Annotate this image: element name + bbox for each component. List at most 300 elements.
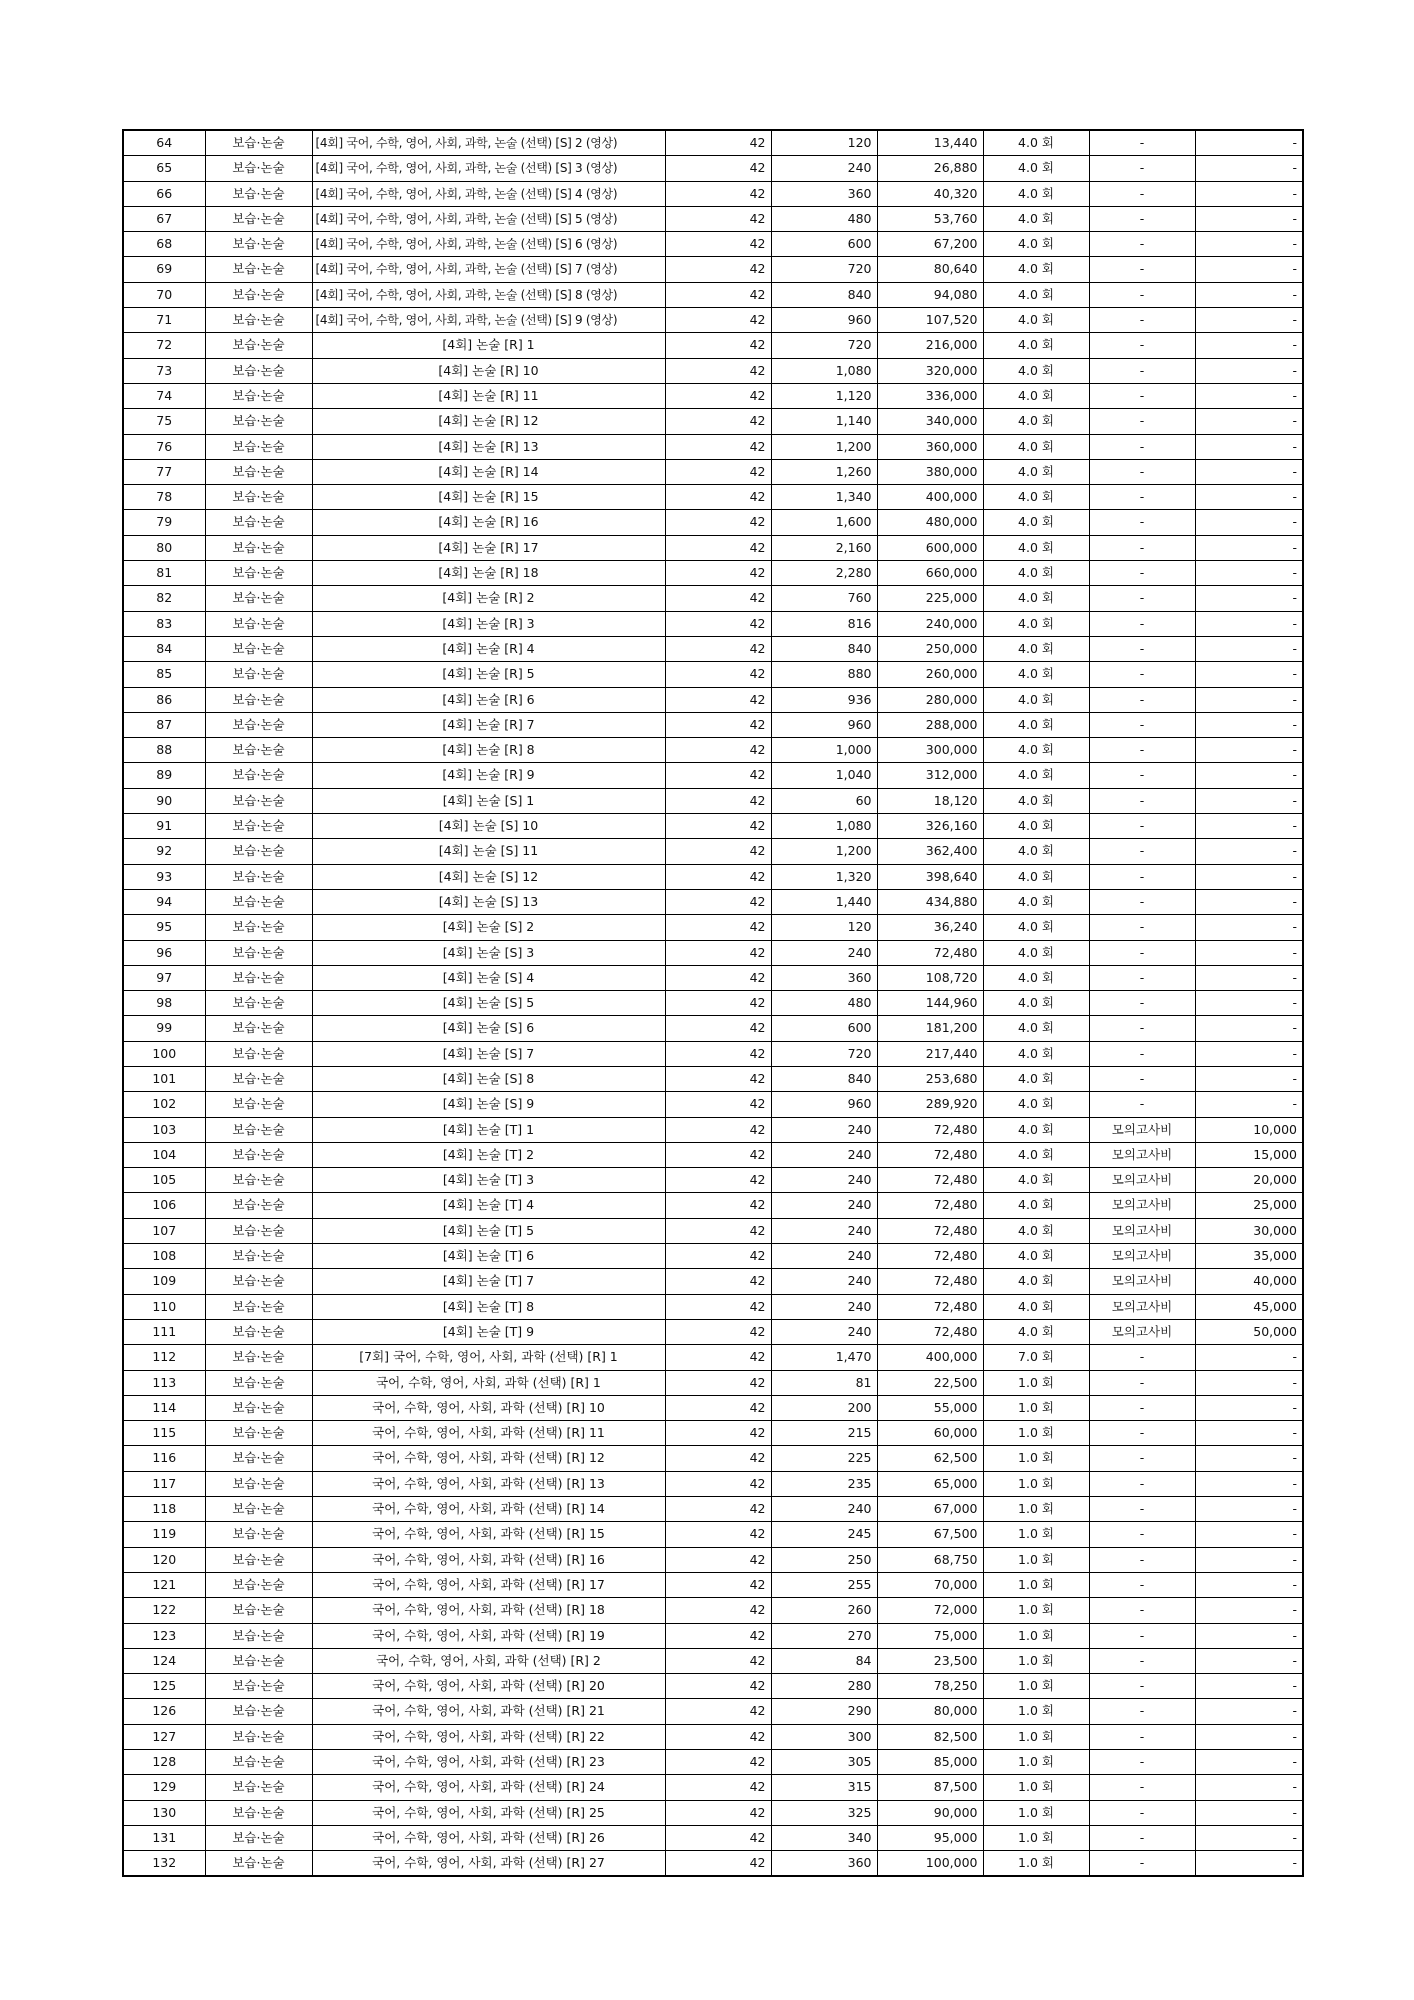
course-name-cell: [4회] 논술 [R] 9 xyxy=(312,763,665,788)
other-expense-amount-cell: - xyxy=(1195,1092,1303,1117)
session-count-cell: 4.0 회 xyxy=(983,1218,1089,1243)
total-hours-cell: 600 xyxy=(771,1016,877,1041)
minutes-per-session-cell: 42 xyxy=(665,738,771,763)
tuition-fee-cell: 72,480 xyxy=(877,1142,983,1167)
tuition-fee-cell: 70,000 xyxy=(877,1572,983,1597)
table-row xyxy=(123,535,1303,560)
table-row xyxy=(123,839,1303,864)
row-number-cell: 65 xyxy=(123,156,205,181)
minutes-per-session-cell: 42 xyxy=(665,561,771,586)
course-category-cell: 보습·논술 xyxy=(205,1522,312,1547)
other-expense-item-cell: - xyxy=(1089,1775,1195,1800)
session-count-cell: 4.0 회 xyxy=(983,206,1089,231)
other-expense-item-cell: - xyxy=(1089,662,1195,687)
other-expense-item-cell: - xyxy=(1089,839,1195,864)
course-category-cell: 보습·논술 xyxy=(205,1142,312,1167)
other-expense-amount-cell: - xyxy=(1195,788,1303,813)
row-number-cell: 105 xyxy=(123,1168,205,1193)
other-expense-item-cell: - xyxy=(1089,586,1195,611)
course-name-cell: [4회] 논술 [T] 4 xyxy=(312,1193,665,1218)
course-category-cell: 보습·논술 xyxy=(205,1699,312,1724)
table-row xyxy=(123,1724,1303,1749)
course-category-cell: 보습·논술 xyxy=(205,1269,312,1294)
tuition-fee-cell: 72,480 xyxy=(877,1269,983,1294)
session-count-cell: 4.0 회 xyxy=(983,788,1089,813)
minutes-per-session-cell: 42 xyxy=(665,1522,771,1547)
row-number-cell: 82 xyxy=(123,586,205,611)
row-number-cell: 118 xyxy=(123,1497,205,1522)
course-category-cell: 보습·논술 xyxy=(205,510,312,535)
course-category-cell: 보습·논술 xyxy=(205,1092,312,1117)
tuition-fee-cell: 107,520 xyxy=(877,308,983,333)
total-hours-cell: 720 xyxy=(771,1041,877,1066)
tuition-fee-cell: 600,000 xyxy=(877,535,983,560)
other-expense-amount-cell: - xyxy=(1195,206,1303,231)
table-row xyxy=(123,1319,1303,1344)
row-number-cell: 70 xyxy=(123,282,205,307)
row-number-cell: 108 xyxy=(123,1244,205,1269)
session-count-cell: 4.0 회 xyxy=(983,662,1089,687)
table-row xyxy=(123,1244,1303,1269)
table-row xyxy=(123,1446,1303,1471)
tuition-fee-cell: 336,000 xyxy=(877,383,983,408)
session-count-cell: 1.0 회 xyxy=(983,1598,1089,1623)
table-row xyxy=(123,206,1303,231)
minutes-per-session-cell: 42 xyxy=(665,1446,771,1471)
other-expense-amount-cell: - xyxy=(1195,839,1303,864)
tuition-fee-cell: 40,320 xyxy=(877,181,983,206)
minutes-per-session-cell: 42 xyxy=(665,308,771,333)
course-category-cell: 보습·논술 xyxy=(205,232,312,257)
other-expense-item-cell: - xyxy=(1089,712,1195,737)
course-category-cell: 보습·논술 xyxy=(205,940,312,965)
course-category-cell: 보습·논술 xyxy=(205,636,312,661)
minutes-per-session-cell: 42 xyxy=(665,1269,771,1294)
minutes-per-session-cell: 42 xyxy=(665,1218,771,1243)
other-expense-amount-cell: - xyxy=(1195,662,1303,687)
course-name-cell: [4회] 논술 [R] 1 xyxy=(312,333,665,358)
course-category-cell: 보습·논술 xyxy=(205,308,312,333)
row-number-cell: 98 xyxy=(123,991,205,1016)
row-number-cell: 69 xyxy=(123,257,205,282)
session-count-cell: 4.0 회 xyxy=(983,611,1089,636)
row-number-cell: 87 xyxy=(123,712,205,737)
session-count-cell: 4.0 회 xyxy=(983,156,1089,181)
tuition-fee-cell: 253,680 xyxy=(877,1066,983,1091)
tuition-fee-cell: 434,880 xyxy=(877,889,983,914)
other-expense-amount-cell: - xyxy=(1195,965,1303,990)
session-count-cell: 4.0 회 xyxy=(983,636,1089,661)
table-row xyxy=(123,409,1303,434)
tuition-fee-cell: 216,000 xyxy=(877,333,983,358)
session-count-cell: 4.0 회 xyxy=(983,1294,1089,1319)
minutes-per-session-cell: 42 xyxy=(665,965,771,990)
other-expense-item-cell: - xyxy=(1089,1800,1195,1825)
total-hours-cell: 1,140 xyxy=(771,409,877,434)
course-name-cell: [4회] 논술 [T] 3 xyxy=(312,1168,665,1193)
row-number-cell: 115 xyxy=(123,1421,205,1446)
session-count-cell: 1.0 회 xyxy=(983,1522,1089,1547)
course-category-cell: 보습·논술 xyxy=(205,915,312,940)
total-hours-cell: 760 xyxy=(771,586,877,611)
session-count-cell: 4.0 회 xyxy=(983,940,1089,965)
tuition-fee-cell: 22,500 xyxy=(877,1370,983,1395)
minutes-per-session-cell: 42 xyxy=(665,1497,771,1522)
course-name-cell: [4회] 논술 [T] 9 xyxy=(312,1319,665,1344)
minutes-per-session-cell: 42 xyxy=(665,156,771,181)
total-hours-cell: 1,600 xyxy=(771,510,877,535)
minutes-per-session-cell: 42 xyxy=(665,1471,771,1496)
tuition-fee-cell: 82,500 xyxy=(877,1724,983,1749)
row-number-cell: 126 xyxy=(123,1699,205,1724)
course-category-cell: 보습·논술 xyxy=(205,1244,312,1269)
minutes-per-session-cell: 42 xyxy=(665,1598,771,1623)
course-name-cell: [4회] 논술 [S] 4 xyxy=(312,965,665,990)
course-category-cell: 보습·논술 xyxy=(205,282,312,307)
course-name-cell: [4회] 논술 [R] 3 xyxy=(312,611,665,636)
tuition-fee-cell: 288,000 xyxy=(877,712,983,737)
minutes-per-session-cell: 42 xyxy=(665,383,771,408)
minutes-per-session-cell: 42 xyxy=(665,889,771,914)
other-expense-amount-cell: - xyxy=(1195,1016,1303,1041)
total-hours-cell: 960 xyxy=(771,1092,877,1117)
course-name-cell: [4회] 논술 [T] 6 xyxy=(312,1244,665,1269)
table-row xyxy=(123,561,1303,586)
other-expense-item-cell: - xyxy=(1089,611,1195,636)
session-count-cell: 4.0 회 xyxy=(983,915,1089,940)
other-expense-amount-cell: - xyxy=(1195,232,1303,257)
total-hours-cell: 240 xyxy=(771,1319,877,1344)
session-count-cell: 4.0 회 xyxy=(983,1066,1089,1091)
total-hours-cell: 245 xyxy=(771,1522,877,1547)
course-category-cell: 보습·논술 xyxy=(205,1117,312,1142)
course-category-cell: 보습·논술 xyxy=(205,763,312,788)
session-count-cell: 4.0 회 xyxy=(983,1016,1089,1041)
row-number-cell: 95 xyxy=(123,915,205,940)
other-expense-item-cell: 모의고사비 xyxy=(1089,1269,1195,1294)
session-count-cell: 1.0 회 xyxy=(983,1395,1089,1420)
course-name-cell: 국어, 수학, 영어, 사회, 과학 (선택) [R] 11 xyxy=(312,1421,665,1446)
course-name-cell: [4회] 논술 [R] 14 xyxy=(312,459,665,484)
session-count-cell: 4.0 회 xyxy=(983,1142,1089,1167)
row-number-cell: 90 xyxy=(123,788,205,813)
other-expense-amount-cell: 20,000 xyxy=(1195,1168,1303,1193)
tuition-fee-cell: 85,000 xyxy=(877,1750,983,1775)
minutes-per-session-cell: 42 xyxy=(665,1800,771,1825)
course-name-cell: 국어, 수학, 영어, 사회, 과학 (선택) [R] 26 xyxy=(312,1825,665,1850)
course-name-cell: [4회] 논술 [S] 11 xyxy=(312,839,665,864)
course-category-cell: 보습·논술 xyxy=(205,1724,312,1749)
other-expense-amount-cell: 40,000 xyxy=(1195,1269,1303,1294)
course-category-cell: 보습·논술 xyxy=(205,1193,312,1218)
table-row xyxy=(123,1800,1303,1825)
minutes-per-session-cell: 42 xyxy=(665,232,771,257)
row-number-cell: 102 xyxy=(123,1092,205,1117)
total-hours-cell: 360 xyxy=(771,965,877,990)
other-expense-item-cell: - xyxy=(1089,1674,1195,1699)
course-category-cell: 보습·논술 xyxy=(205,459,312,484)
other-expense-amount-cell: - xyxy=(1195,1724,1303,1749)
course-category-cell: 보습·논술 xyxy=(205,1598,312,1623)
table-row xyxy=(123,864,1303,889)
session-count-cell: 4.0 회 xyxy=(983,889,1089,914)
session-count-cell: 4.0 회 xyxy=(983,383,1089,408)
session-count-cell: 4.0 회 xyxy=(983,485,1089,510)
other-expense-item-cell: 모의고사비 xyxy=(1089,1294,1195,1319)
table-row xyxy=(123,1421,1303,1446)
course-category-cell: 보습·논술 xyxy=(205,333,312,358)
minutes-per-session-cell: 42 xyxy=(665,1572,771,1597)
other-expense-item-cell: - xyxy=(1089,535,1195,560)
table-row xyxy=(123,1750,1303,1775)
session-count-cell: 1.0 회 xyxy=(983,1547,1089,1572)
row-number-cell: 123 xyxy=(123,1623,205,1648)
table-row xyxy=(123,1522,1303,1547)
row-number-cell: 67 xyxy=(123,206,205,231)
other-expense-item-cell: 모의고사비 xyxy=(1089,1142,1195,1167)
minutes-per-session-cell: 42 xyxy=(665,434,771,459)
other-expense-item-cell: - xyxy=(1089,1724,1195,1749)
row-number-cell: 75 xyxy=(123,409,205,434)
tuition-fee-cell: 217,440 xyxy=(877,1041,983,1066)
session-count-cell: 1.0 회 xyxy=(983,1724,1089,1749)
course-category-cell: 보습·논술 xyxy=(205,1066,312,1091)
other-expense-item-cell: - xyxy=(1089,1395,1195,1420)
course-category-cell: 보습·논술 xyxy=(205,1421,312,1446)
row-number-cell: 68 xyxy=(123,232,205,257)
total-hours-cell: 260 xyxy=(771,1598,877,1623)
session-count-cell: 4.0 회 xyxy=(983,839,1089,864)
row-number-cell: 100 xyxy=(123,1041,205,1066)
other-expense-item-cell: - xyxy=(1089,333,1195,358)
other-expense-item-cell: - xyxy=(1089,915,1195,940)
total-hours-cell: 1,000 xyxy=(771,738,877,763)
total-hours-cell: 240 xyxy=(771,156,877,181)
course-name-cell: [4회] 논술 [S] 5 xyxy=(312,991,665,1016)
course-category-cell: 보습·논술 xyxy=(205,889,312,914)
course-category-cell: 보습·논술 xyxy=(205,1825,312,1850)
row-number-cell: 88 xyxy=(123,738,205,763)
row-number-cell: 127 xyxy=(123,1724,205,1749)
course-category-cell: 보습·논술 xyxy=(205,1370,312,1395)
tuition-fee-cell: 95,000 xyxy=(877,1825,983,1850)
other-expense-amount-cell: - xyxy=(1195,1497,1303,1522)
course-name-cell: [4회] 논술 [R] 8 xyxy=(312,738,665,763)
other-expense-item-cell: - xyxy=(1089,358,1195,383)
row-number-cell: 93 xyxy=(123,864,205,889)
other-expense-amount-cell: - xyxy=(1195,611,1303,636)
tuition-fee-cell: 181,200 xyxy=(877,1016,983,1041)
row-number-cell: 76 xyxy=(123,434,205,459)
other-expense-amount-cell: - xyxy=(1195,485,1303,510)
table-row xyxy=(123,257,1303,282)
table-row xyxy=(123,814,1303,839)
course-name-cell: [4회] 논술 [S] 9 xyxy=(312,1092,665,1117)
other-expense-item-cell: 모의고사비 xyxy=(1089,1244,1195,1269)
other-expense-amount-cell: - xyxy=(1195,434,1303,459)
course-category-cell: 보습·논술 xyxy=(205,1572,312,1597)
tuition-fee-cell: 289,920 xyxy=(877,1092,983,1117)
table-row xyxy=(123,156,1303,181)
row-number-cell: 91 xyxy=(123,814,205,839)
other-expense-item-cell: - xyxy=(1089,1825,1195,1850)
course-name-cell: [4회] 논술 [R] 17 xyxy=(312,535,665,560)
other-expense-amount-cell: 25,000 xyxy=(1195,1193,1303,1218)
other-expense-amount-cell: - xyxy=(1195,1648,1303,1673)
other-expense-item-cell: - xyxy=(1089,814,1195,839)
total-hours-cell: 270 xyxy=(771,1623,877,1648)
total-hours-cell: 315 xyxy=(771,1775,877,1800)
other-expense-amount-cell: - xyxy=(1195,738,1303,763)
session-count-cell: 1.0 회 xyxy=(983,1497,1089,1522)
course-name-cell: [4회] 논술 [T] 8 xyxy=(312,1294,665,1319)
table-row xyxy=(123,1674,1303,1699)
total-hours-cell: 1,320 xyxy=(771,864,877,889)
total-hours-cell: 880 xyxy=(771,662,877,687)
other-expense-amount-cell: - xyxy=(1195,586,1303,611)
other-expense-item-cell: - xyxy=(1089,1851,1195,1877)
row-number-cell: 84 xyxy=(123,636,205,661)
total-hours-cell: 480 xyxy=(771,991,877,1016)
total-hours-cell: 225 xyxy=(771,1446,877,1471)
total-hours-cell: 840 xyxy=(771,282,877,307)
course-category-cell: 보습·논술 xyxy=(205,1674,312,1699)
course-category-cell: 보습·논술 xyxy=(205,1471,312,1496)
other-expense-item-cell: - xyxy=(1089,1066,1195,1091)
total-hours-cell: 1,080 xyxy=(771,358,877,383)
table-row xyxy=(123,1142,1303,1167)
other-expense-amount-cell: - xyxy=(1195,1775,1303,1800)
tuition-fee-cell: 26,880 xyxy=(877,156,983,181)
other-expense-amount-cell: - xyxy=(1195,814,1303,839)
tuition-fee-cell: 36,240 xyxy=(877,915,983,940)
course-name-cell: [4회] 논술 [T] 5 xyxy=(312,1218,665,1243)
course-name-cell: 국어, 수학, 영어, 사회, 과학 (선택) [R] 10 xyxy=(312,1395,665,1420)
minutes-per-session-cell: 42 xyxy=(665,611,771,636)
total-hours-cell: 1,080 xyxy=(771,814,877,839)
course-name-cell: 국어, 수학, 영어, 사회, 과학 (선택) [R] 15 xyxy=(312,1522,665,1547)
session-count-cell: 4.0 회 xyxy=(983,1244,1089,1269)
table-row xyxy=(123,738,1303,763)
table-row xyxy=(123,965,1303,990)
course-name-cell: [4회] 국어, 수학, 영어, 사회, 과학, 논술 (선택) [S] 8 (영상) xyxy=(312,282,665,307)
row-number-cell: 112 xyxy=(123,1345,205,1370)
course-name-cell: [4회] 논술 [T] 2 xyxy=(312,1142,665,1167)
tuition-fee-cell: 100,000 xyxy=(877,1851,983,1877)
row-number-cell: 122 xyxy=(123,1598,205,1623)
other-expense-amount-cell: - xyxy=(1195,1674,1303,1699)
other-expense-item-cell: - xyxy=(1089,940,1195,965)
tuition-fee-cell: 72,480 xyxy=(877,940,983,965)
other-expense-item-cell: - xyxy=(1089,763,1195,788)
other-expense-item-cell: - xyxy=(1089,991,1195,1016)
course-category-cell: 보습·논술 xyxy=(205,409,312,434)
table-row xyxy=(123,611,1303,636)
total-hours-cell: 1,200 xyxy=(771,839,877,864)
other-expense-item-cell: - xyxy=(1089,181,1195,206)
course-category-cell: 보습·논술 xyxy=(205,1623,312,1648)
other-expense-item-cell: - xyxy=(1089,1016,1195,1041)
row-number-cell: 119 xyxy=(123,1522,205,1547)
other-expense-item-cell: 모의고사비 xyxy=(1089,1319,1195,1344)
other-expense-amount-cell: - xyxy=(1195,333,1303,358)
tuition-fee-cell: 72,000 xyxy=(877,1598,983,1623)
minutes-per-session-cell: 42 xyxy=(665,1244,771,1269)
table-row xyxy=(123,712,1303,737)
tuition-fee-cell: 398,640 xyxy=(877,864,983,889)
table-row xyxy=(123,991,1303,1016)
table-row xyxy=(123,687,1303,712)
tuition-fee-cell: 362,400 xyxy=(877,839,983,864)
row-number-cell: 103 xyxy=(123,1117,205,1142)
other-expense-item-cell: - xyxy=(1089,459,1195,484)
table-row xyxy=(123,1066,1303,1091)
course-name-cell: 국어, 수학, 영어, 사회, 과학 (선택) [R] 21 xyxy=(312,1699,665,1724)
row-number-cell: 97 xyxy=(123,965,205,990)
course-name-cell: 국어, 수학, 영어, 사회, 과학 (선택) [R] 2 xyxy=(312,1648,665,1673)
course-name-cell: [4회] 논술 [T] 1 xyxy=(312,1117,665,1142)
course-name-cell: [4회] 논술 [R] 7 xyxy=(312,712,665,737)
session-count-cell: 1.0 회 xyxy=(983,1750,1089,1775)
row-number-cell: 99 xyxy=(123,1016,205,1041)
course-name-cell: [4회] 논술 [S] 12 xyxy=(312,864,665,889)
table-row xyxy=(123,1623,1303,1648)
minutes-per-session-cell: 42 xyxy=(665,1648,771,1673)
other-expense-item-cell: 모의고사비 xyxy=(1089,1218,1195,1243)
row-number-cell: 80 xyxy=(123,535,205,560)
row-number-cell: 125 xyxy=(123,1674,205,1699)
other-expense-item-cell: - xyxy=(1089,130,1195,156)
row-number-cell: 120 xyxy=(123,1547,205,1572)
total-hours-cell: 340 xyxy=(771,1825,877,1850)
table-row xyxy=(123,1269,1303,1294)
course-name-cell: 국어, 수학, 영어, 사회, 과학 (선택) [R] 18 xyxy=(312,1598,665,1623)
other-expense-amount-cell: - xyxy=(1195,1699,1303,1724)
table-row xyxy=(123,1572,1303,1597)
course-category-cell: 보습·논술 xyxy=(205,156,312,181)
minutes-per-session-cell: 42 xyxy=(665,181,771,206)
total-hours-cell: 300 xyxy=(771,1724,877,1749)
other-expense-item-cell: - xyxy=(1089,889,1195,914)
minutes-per-session-cell: 42 xyxy=(665,1345,771,1370)
tuition-fee-cell: 72,480 xyxy=(877,1193,983,1218)
total-hours-cell: 215 xyxy=(771,1421,877,1446)
tuition-fee-cell: 240,000 xyxy=(877,611,983,636)
minutes-per-session-cell: 42 xyxy=(665,1851,771,1877)
total-hours-cell: 240 xyxy=(771,940,877,965)
other-expense-amount-cell: - xyxy=(1195,940,1303,965)
tuition-fee-cell: 67,500 xyxy=(877,1522,983,1547)
other-expense-amount-cell: - xyxy=(1195,181,1303,206)
course-name-cell: [4회] 국어, 수학, 영어, 사회, 과학, 논술 (선택) [S] 9 (영상) xyxy=(312,308,665,333)
table-row xyxy=(123,1825,1303,1850)
tuition-fee-cell: 67,000 xyxy=(877,1497,983,1522)
total-hours-cell: 840 xyxy=(771,636,877,661)
minutes-per-session-cell: 42 xyxy=(665,1066,771,1091)
total-hours-cell: 2,160 xyxy=(771,535,877,560)
course-name-cell: [7회] 국어, 수학, 영어, 사회, 과학 (선택) [R] 1 xyxy=(312,1345,665,1370)
table-row xyxy=(123,1497,1303,1522)
minutes-per-session-cell: 42 xyxy=(665,1623,771,1648)
other-expense-item-cell: - xyxy=(1089,257,1195,282)
minutes-per-session-cell: 42 xyxy=(665,586,771,611)
tuition-fee-cell: 67,200 xyxy=(877,232,983,257)
row-number-cell: 117 xyxy=(123,1471,205,1496)
session-count-cell: 7.0 회 xyxy=(983,1345,1089,1370)
total-hours-cell: 720 xyxy=(771,257,877,282)
other-expense-item-cell: - xyxy=(1089,1623,1195,1648)
minutes-per-session-cell: 42 xyxy=(665,1142,771,1167)
